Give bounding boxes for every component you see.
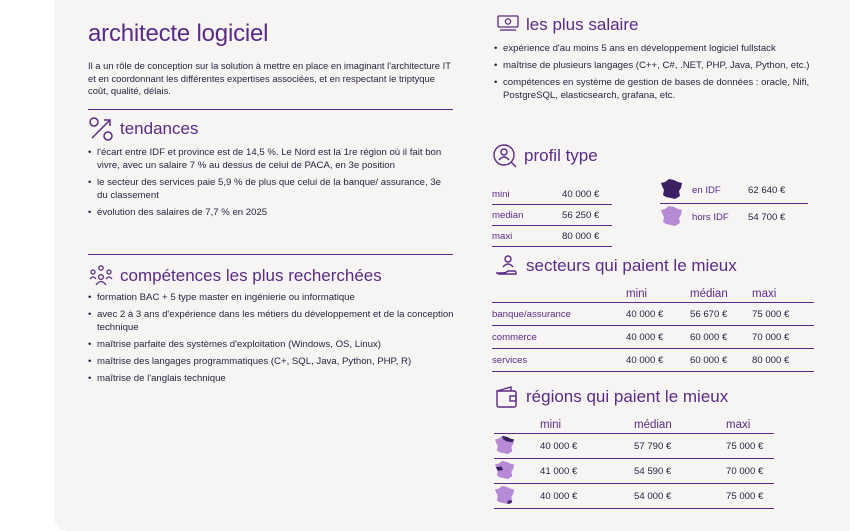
list-item: • maîtrise parfaite des systèmes d'exploitation (Windows, OS, Linux) (88, 338, 458, 351)
row-value: 54 700 € (748, 211, 786, 223)
list-item: • l'écart entre IDF et province est de 14,5 %. Le Nord est la 1re région où il fait bon vivre, avec un salaire 7 % au dessus de celui de PACA, en 3e position (88, 146, 453, 172)
cell-maxi: 80 000 € (752, 354, 790, 366)
france-map-icon (494, 485, 540, 508)
row-value: 62 640 € (748, 185, 786, 196)
column-header: maxi (726, 419, 751, 431)
profile-search-icon (492, 143, 518, 169)
cell-mini: 40 000 € (540, 490, 578, 502)
secteurs-table (492, 285, 814, 372)
cell-mini: 40 000 € (626, 308, 664, 320)
list-item: • expérience d'au moins 5 ans en développement logiciel fullstack (494, 42, 814, 55)
profil-header (492, 143, 598, 169)
intro-text: Il a un rôle de conception sur la solution à mettre en place en imaginant l'architecture IT et en coordonnant les différentes expertises associées, et en respectant le triptyque coût, qualité, délais. (88, 60, 451, 96)
divider (88, 254, 453, 255)
france-map-icon (494, 435, 540, 458)
tendances-header (88, 116, 198, 142)
row-value: 40 000 € (562, 188, 600, 200)
table-header (492, 285, 814, 303)
column-header: mini (540, 419, 562, 431)
competences-title: compétences les plus recherchées (120, 266, 382, 285)
table-row (492, 303, 814, 326)
column-header: médian (634, 419, 672, 431)
list-item: • maîtrise des langages programmatiques (C+, SQL, Java, Python, PHP, R) (88, 355, 458, 368)
row-label: hors IDF (692, 211, 729, 223)
table-row (492, 349, 814, 372)
row-label: maxi (492, 230, 513, 242)
france-map-icon (660, 205, 692, 230)
table-row (492, 184, 612, 205)
table-header (494, 416, 774, 434)
row-label: mini (492, 188, 510, 200)
list-item: • maîtrise de plusieurs langages (C++, C#, .NET, PHP, Java, Python, etc.) (494, 59, 814, 72)
row-label: commerce (492, 331, 537, 343)
cell-median: 54 590 € (634, 465, 672, 477)
row-value: 80 000 € (562, 230, 600, 242)
page-title: architecte logiciel (88, 20, 269, 47)
list-item: • avec 2 à 3 ans d'expérience dans les métiers du développement et de la conception technique (88, 308, 458, 334)
column-header: maxi (752, 288, 777, 300)
regions-table (494, 416, 774, 509)
cell-median: 60 000 € (690, 354, 728, 366)
row-label: banque/assurance (492, 308, 571, 320)
table-row (492, 205, 612, 226)
banknote-icon (496, 14, 520, 36)
hand-person-icon (494, 253, 520, 279)
list-item: • compétences en système de gestion de bases de données : oracle, Nifi, PostgreSQL, elasticsearch, grafana, etc. (494, 76, 814, 102)
cell-median: 57 790 € (634, 440, 672, 452)
cell-maxi: 70 000 € (726, 465, 764, 477)
row-value: 56 250 € (562, 209, 600, 221)
cell-median: 60 000 € (690, 331, 728, 343)
row-label: en IDF (692, 185, 721, 196)
competences-list (88, 291, 458, 389)
divider (88, 109, 453, 110)
list-item: • maîtrise de l'anglais technique (88, 372, 458, 385)
cell-mini: 41 000 € (540, 465, 578, 477)
cell-maxi: 70 000 € (752, 331, 790, 343)
secteurs-header (494, 253, 737, 279)
cell-median: 54 000 € (634, 490, 672, 502)
table-row (494, 459, 774, 484)
france-map-icon (494, 460, 540, 483)
tendances-list (88, 146, 453, 223)
cell-maxi: 75 000 € (752, 308, 790, 320)
wallet-icon (494, 384, 520, 410)
table-row (660, 178, 808, 204)
percent-trend-icon (88, 116, 114, 142)
regions-title: régions qui paient le mieux (526, 387, 729, 406)
competences-header (88, 263, 382, 289)
table-row (494, 484, 774, 509)
regions-header (494, 384, 728, 410)
column-header: médian (690, 288, 728, 300)
table-row (660, 204, 808, 230)
secteurs-title: secteurs qui paient le mieux (526, 256, 737, 275)
column-header: mini (626, 288, 648, 300)
cell-mini: 40 000 € (540, 440, 578, 452)
cell-mini: 40 000 € (626, 331, 664, 343)
plus-salaire-list (494, 42, 814, 106)
table-row (492, 326, 814, 349)
profil-regions-table (660, 178, 808, 230)
list-item: • évolution des salaires de 7,7 % en 2025 (88, 206, 453, 219)
list-item: • formation BAC + 5 type master en ingénierie ou informatique (88, 291, 458, 304)
profil-title: profil type (524, 146, 598, 165)
cell-maxi: 75 000 € (726, 490, 764, 502)
plus-salaire-title: les plus salaire (526, 15, 639, 34)
france-map-icon (660, 178, 692, 203)
list-item: • le secteur des services paie 5,9 % de plus que celui de la banque/ assurance, 3e du classement (88, 176, 453, 202)
row-label: services (492, 354, 528, 366)
row-label: median (492, 209, 524, 221)
cell-mini: 40 000 € (626, 354, 664, 366)
cell-median: 56 670 € (690, 308, 728, 320)
people-network-icon (88, 263, 114, 289)
plus-salaire-header (496, 14, 638, 36)
cell-maxi: 75 000 € (726, 440, 764, 452)
table-row (492, 226, 612, 247)
profil-table (492, 184, 612, 247)
table-row (494, 434, 774, 459)
tendances-title: tendances (120, 119, 199, 138)
